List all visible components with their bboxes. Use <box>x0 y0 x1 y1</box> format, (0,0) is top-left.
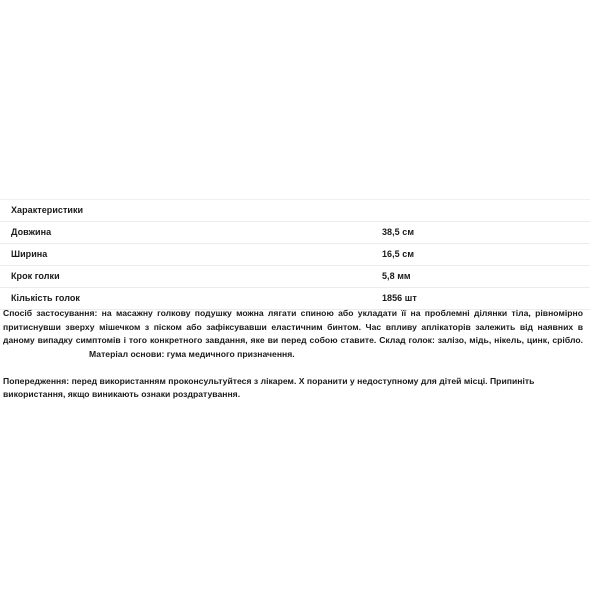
specifications-table-title: Характеристики <box>11 205 84 215</box>
spec-label-width: Ширина <box>11 249 48 259</box>
warning-paragraph <box>0 375 583 402</box>
table-row <box>0 287 590 309</box>
spec-label-needle-pitch: Крок голки <box>11 271 60 281</box>
spec-label-needle-count: Кількість голок <box>11 293 80 303</box>
spec-value-needle-count: 1856 шт <box>382 293 417 303</box>
specifications-table-header-row <box>0 199 590 221</box>
table-row <box>0 243 590 265</box>
usage-instructions-text: Спосіб застосування: на масажну голкову подушку можна лягати спиною або укладати її на проблемні ділянки тіла, рівномірно притиснувши зверху мішечком з піском або зафіксувавши еластичним бинтом. Час впливу аплікаторів залежить від наявних в даному випадку симптомів і того конкретного завдання, яке ви перед собою ставите. Склад голок: залізо, мідь, нікель, цинк, срібло. <box>3 308 583 346</box>
spec-label-length: Довжина <box>11 227 52 237</box>
base-material-text: Матеріал основи: гума медичного призначення. <box>89 348 295 359</box>
spec-value-needle-pitch: 5,8 мм <box>382 271 411 281</box>
description-block <box>0 307 590 402</box>
warning-text: Попередження: перед використанням проконсультуйтеся з лікарем. Х поранити у недоступному для дітей місці. Припиніть використання, якщо виникають ознаки роздратування. <box>3 375 535 400</box>
spec-value-width: 16,5 см <box>382 249 415 259</box>
table-row <box>0 265 590 287</box>
table-row <box>0 221 590 243</box>
specifications-table <box>0 199 590 310</box>
spec-value-length: 38,5 см <box>382 227 415 237</box>
usage-instructions-paragraph <box>0 307 583 361</box>
